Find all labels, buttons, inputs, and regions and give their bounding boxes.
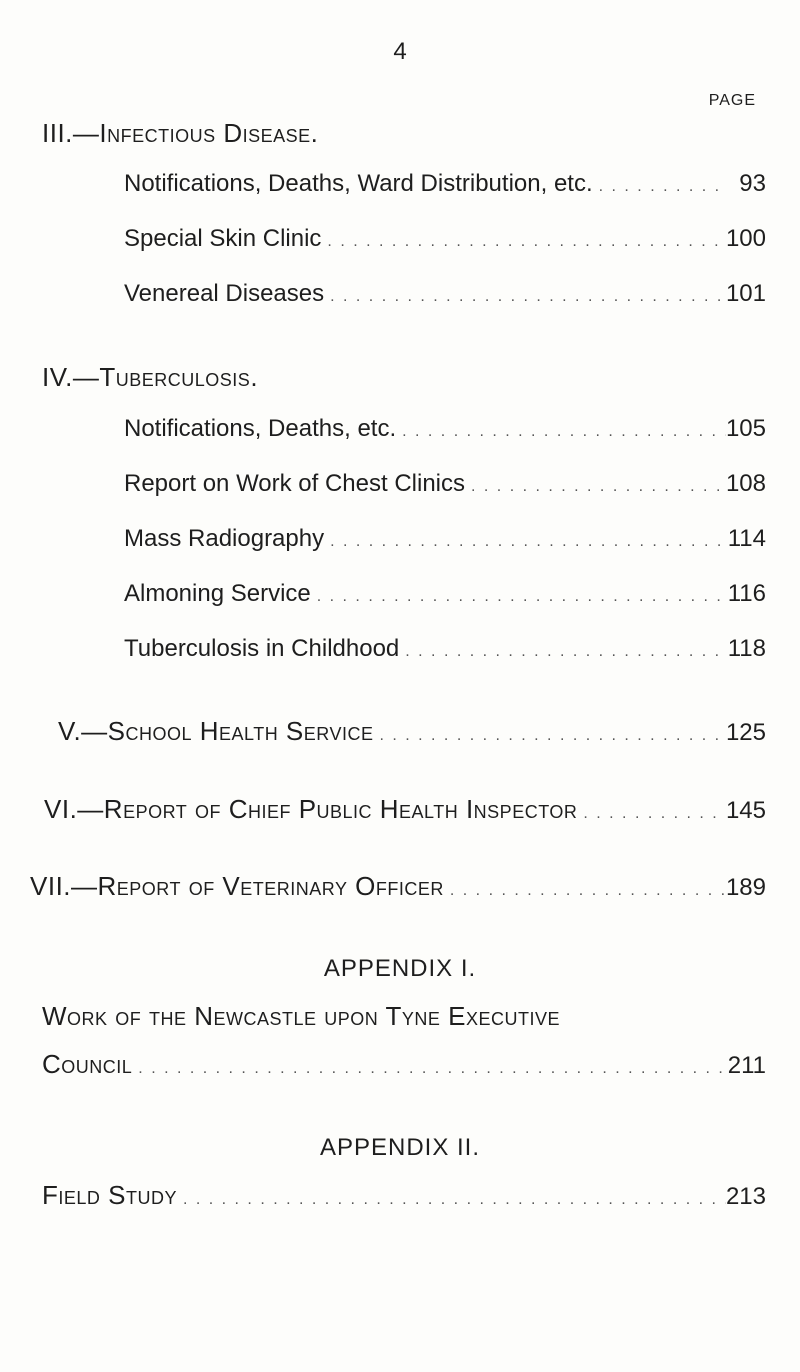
toc-entry-appendix-2 bbox=[42, 1180, 766, 1211]
toc-entry-page: 189 bbox=[725, 874, 766, 901]
toc-entry bbox=[124, 580, 766, 608]
toc-entry bbox=[124, 280, 766, 308]
toc-entry-title: VI.—Report of Chief Public Health Inspector bbox=[44, 794, 578, 824]
toc-entry-chief-public-health-inspector bbox=[44, 794, 766, 825]
toc-entry-title: Special Skin Clinic bbox=[124, 225, 322, 252]
toc-entry bbox=[124, 170, 766, 198]
toc-entry-title: Tuberculosis in Childhood bbox=[124, 635, 400, 662]
toc-entry-page: 145 bbox=[725, 797, 766, 824]
toc-entry-page: 116 bbox=[727, 580, 766, 607]
toc-entry-page: 93 bbox=[739, 170, 766, 197]
dot-leader bbox=[324, 288, 726, 306]
dot-leader bbox=[373, 727, 725, 745]
dot-leader bbox=[399, 643, 726, 661]
toc-entry-appendix-1 bbox=[42, 1049, 766, 1080]
toc-entry-page: 101 bbox=[725, 280, 766, 307]
toc-entry-veterinary-officer bbox=[30, 871, 766, 902]
toc-entry-page: 211 bbox=[727, 1052, 766, 1079]
toc-entry-page: 100 bbox=[725, 225, 766, 252]
toc-entry-title: V.—School Health Service bbox=[58, 716, 374, 746]
toc-entry bbox=[124, 415, 766, 443]
toc-entry-page: 105 bbox=[725, 415, 766, 442]
dot-leader bbox=[324, 533, 726, 551]
toc-entry-page: 213 bbox=[725, 1183, 766, 1210]
toc-entry bbox=[124, 635, 766, 663]
appendix-1-heading: APPENDIX I. bbox=[323, 955, 477, 982]
toc-entry-title: Report on Work of Chest Clinics bbox=[124, 470, 466, 497]
toc-entry bbox=[124, 525, 766, 553]
toc-entry-page: 108 bbox=[725, 470, 766, 497]
toc-entry-page: 118 bbox=[727, 635, 766, 662]
page-number: 4 bbox=[393, 38, 407, 65]
toc-entry-page: 125 bbox=[725, 719, 766, 746]
toc-entry-title: Field Study bbox=[42, 1180, 177, 1210]
dot-leader bbox=[396, 423, 726, 441]
toc-entry-title: Venereal Diseases bbox=[124, 280, 325, 307]
toc-entry bbox=[124, 470, 766, 498]
toc-entry-title: Notifications, Deaths, Ward Distribution, etc. bbox=[124, 170, 593, 197]
toc-entry-page: 114 bbox=[727, 525, 766, 552]
dot-leader bbox=[577, 805, 726, 823]
dot-leader bbox=[444, 882, 726, 900]
dot-leader bbox=[311, 588, 726, 606]
page-column-label: PAGE bbox=[708, 92, 756, 109]
section-heading-infectious-disease: III.—Infectious Disease. bbox=[42, 118, 319, 148]
toc-entry-school-health-service bbox=[58, 716, 766, 747]
dot-leader bbox=[465, 478, 726, 496]
toc-entry-title: Mass Radiography bbox=[124, 525, 325, 552]
dot-leader bbox=[593, 178, 726, 196]
toc-entry-title: Almoning Service bbox=[124, 580, 311, 607]
toc-entry bbox=[124, 225, 766, 253]
toc-entry-title: VII.—Report of Veterinary Officer bbox=[30, 871, 444, 901]
section-heading-tuberculosis: IV.—Tuberculosis. bbox=[42, 362, 259, 392]
dot-leader bbox=[132, 1060, 726, 1078]
appendix-2-heading: APPENDIX II. bbox=[319, 1134, 481, 1161]
dot-leader bbox=[177, 1191, 726, 1209]
toc-entry-title: Council bbox=[42, 1049, 133, 1079]
toc-entry-title: Notifications, Deaths, etc. bbox=[124, 415, 397, 442]
appendix-1-title-line1: Work of the Newcastle upon Tyne Executive bbox=[42, 1001, 560, 1031]
dot-leader bbox=[321, 233, 726, 251]
